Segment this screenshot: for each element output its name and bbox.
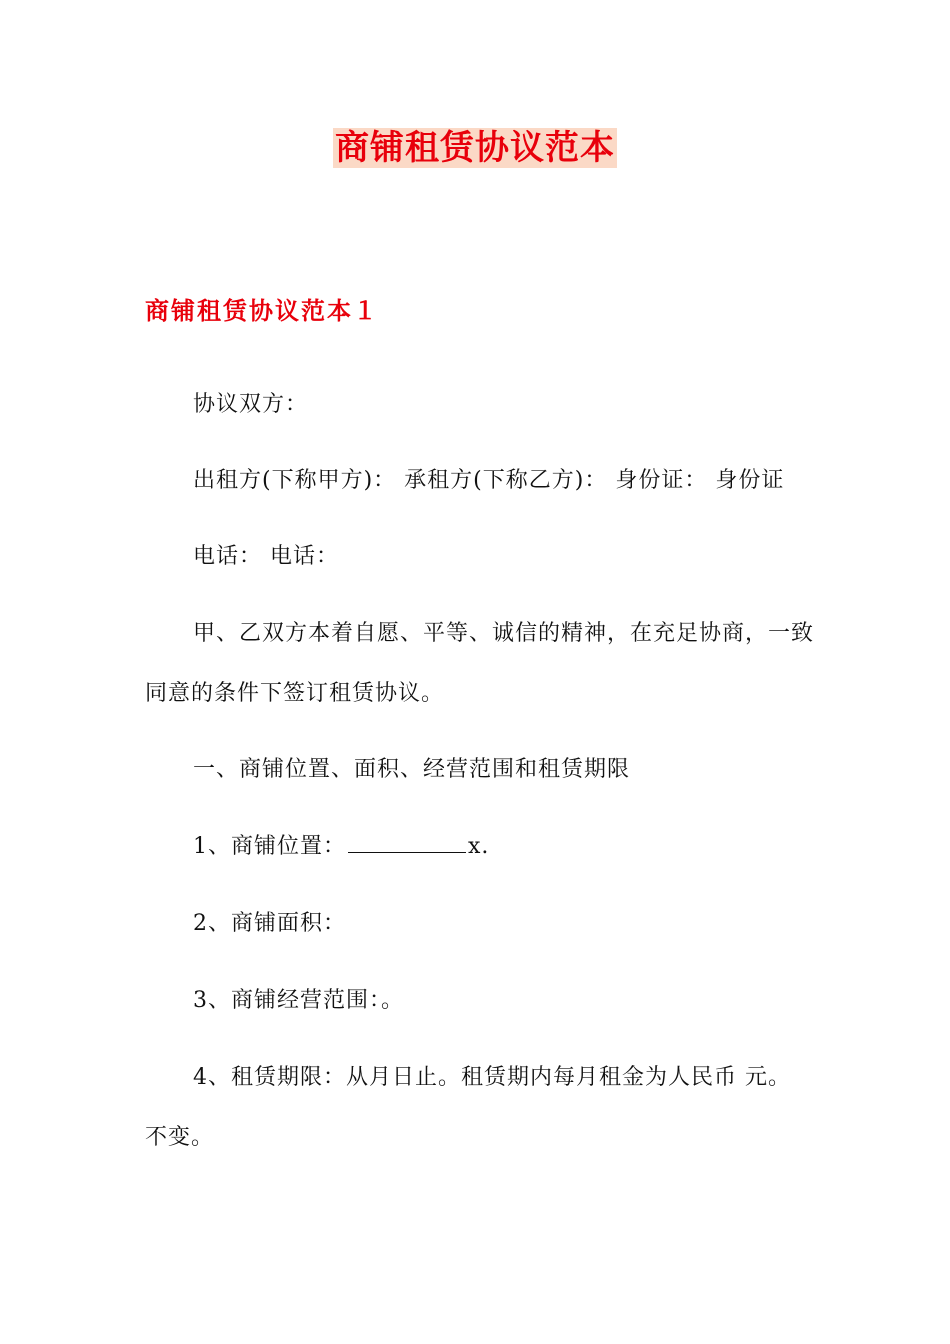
fill-in-blank	[348, 832, 466, 853]
parties-label: 协议双方：	[193, 392, 309, 417]
clause1-heading: 一、商铺位置、面积、经营范围和租赁期限	[193, 757, 631, 782]
preamble-line-1: 甲、乙双方本着自愿、平等、诚信的精神，在充足协商，一致	[193, 621, 815, 646]
section-heading: 商铺租赁协议范本１	[145, 297, 379, 325]
item4-line-1: 4、租赁期限：从月日止。租赁期内每月租金为人民币 元。	[193, 1065, 791, 1090]
item3-line: 3、商铺经营范围：。	[193, 988, 404, 1013]
preamble-line-2: 同意的条件下签订租赁协议。	[145, 681, 445, 706]
item1-prefix: 1、商铺位置：	[193, 834, 346, 859]
item1-suffix: x.	[468, 834, 490, 859]
item1-line	[145, 820, 858, 874]
phones-line: 电话： 电话：	[193, 544, 339, 569]
item4-line-2: 不变。	[145, 1125, 215, 1150]
title-container	[0, 128, 950, 168]
document-title: 商铺租赁协议范本	[335, 128, 615, 168]
lessor-lessee-line: 出租方(下称甲方)： 承租方(下称乙方)： 身份证： 身份证	[193, 468, 785, 493]
item2-line: 2、商铺面积：	[193, 911, 346, 936]
